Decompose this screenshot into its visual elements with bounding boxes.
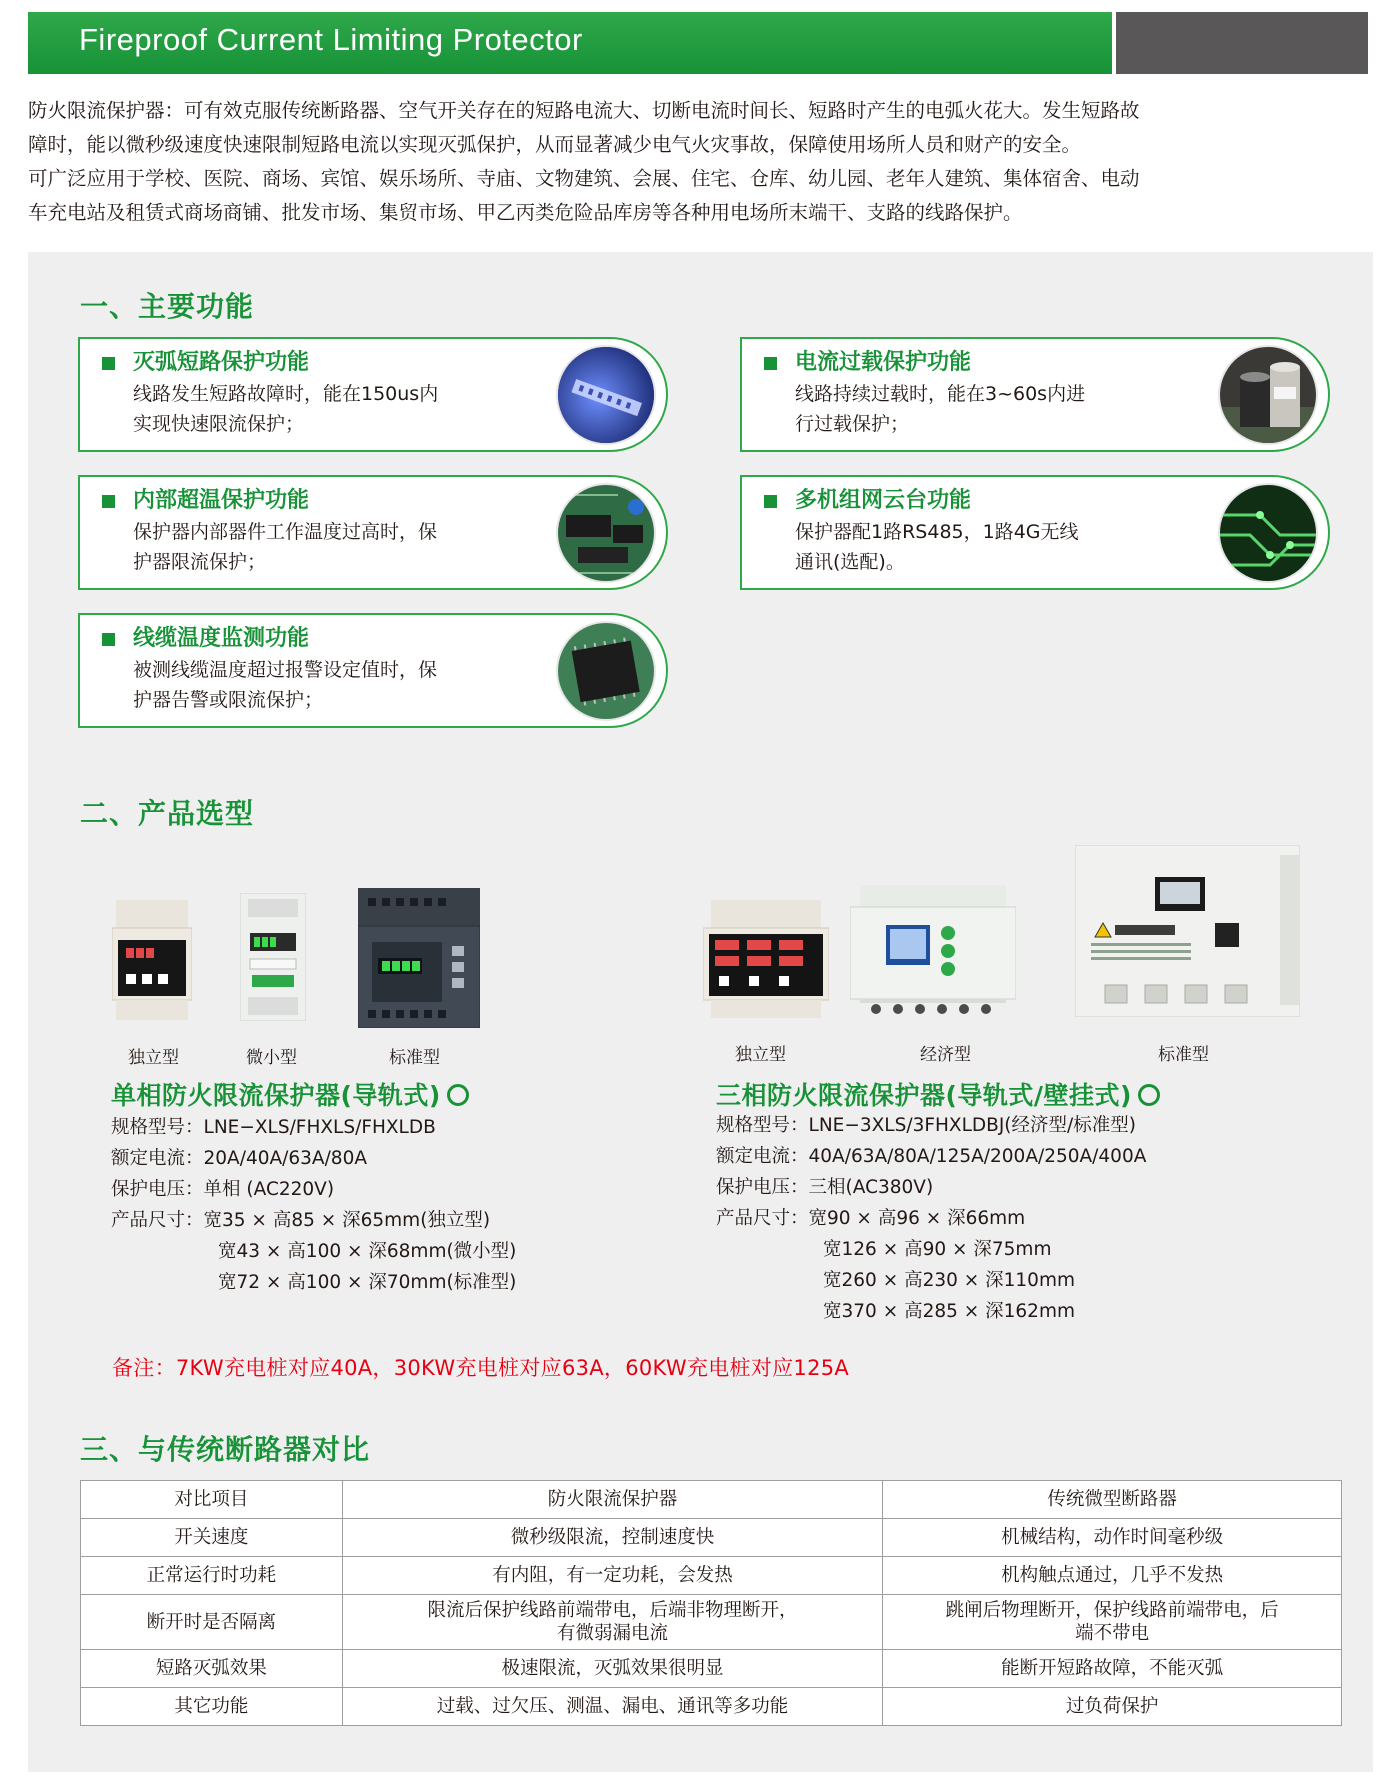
feature-card — [78, 475, 668, 590]
table-row — [81, 1557, 1342, 1595]
table-header-cell: 防火限流保护器 — [342, 1481, 883, 1519]
pcb-traces-icon — [1218, 483, 1318, 583]
header-gray-block — [1116, 12, 1368, 74]
table-cell: 机械结构，动作时间毫秒级 — [883, 1519, 1342, 1557]
feature-card — [78, 337, 668, 452]
table-row — [81, 1688, 1342, 1726]
device-independent-three-image — [703, 900, 829, 1018]
device-standard-single-image — [358, 888, 480, 1028]
section-title-compare: 三、与传统断路器对比 — [80, 1433, 371, 1466]
table-cell: 有内阻，有一定功耗，会发热 — [342, 1557, 883, 1595]
bullet-square-icon — [102, 633, 115, 646]
comparison-table — [80, 1480, 1342, 1726]
three-phase-title: 三相防火限流保护器(导轨式/壁挂式) — [716, 1076, 1160, 1112]
table-cell: 正常运行时功耗 — [81, 1557, 343, 1595]
section-title-features: 一、主要功能 — [80, 290, 255, 323]
product-label: 经济型 — [920, 1045, 971, 1065]
intro-line: 障时，能以微秒级速度快速限制短路电流以实现灭弧保护，从而显著减少电气火灾事故，保障使用场所人员和财产的安全。 — [28, 133, 1082, 156]
section-title-selection: 二、产品选型 — [80, 797, 255, 830]
charging-pile-note: 备注：7KW充电桩对应40A，30KW充电桩对应63A，60KW充电桩对应125A — [112, 1356, 850, 1380]
table-cell: 限流后保护线路前端带电，后端非物理断开，有微弱漏电流 — [342, 1595, 883, 1650]
feature-card — [740, 337, 1330, 452]
feature-title: 电流过载保护功能 — [795, 350, 972, 375]
product-label: 微小型 — [246, 1048, 297, 1068]
device-standard-three-image — [1075, 845, 1300, 1017]
single-phase-plug-icon — [447, 1084, 469, 1106]
single-phase-specs: 规格型号：LNE−XLS/FHXLS/FHXLDB 额定电流：20A/40A/63A/80A 保护电压：单相 (AC220V) 产品尺寸：宽35 × 高85 × 深65mm(独立型) 宽43 × 高100 × 深68mm(微小型) 宽72 × 高100 × 深70mm(标准型) — [111, 1117, 517, 1293]
header-green-band — [28, 12, 1112, 74]
intro-paragraph — [28, 94, 1373, 230]
bullet-square-icon — [102, 357, 115, 370]
intro-line: 车充电站及租赁式商场商铺、批发市场、集贸市场、甲乙丙类危险品库房等各种用电场所末端干、支路的线路保护。 — [28, 201, 1023, 224]
feature-desc: 线路发生短路故障时，能在150us内 实现快速限流保护； — [133, 383, 439, 435]
product-label: 标准型 — [389, 1048, 440, 1068]
bullet-square-icon — [102, 495, 115, 508]
three-phase-plug-icon — [1138, 1084, 1160, 1106]
feature-desc: 被测线缆温度超过报警设定值时，保 护器告警或限流保护； — [133, 659, 438, 711]
table-cell: 微秒级限流，控制速度快 — [342, 1519, 883, 1557]
feature-desc: 线路持续过载时，能在3~60s内进 行过载保护； — [795, 383, 1086, 435]
capacitor-icon — [1218, 345, 1318, 445]
feature-title: 多机组网云台功能 — [795, 488, 972, 513]
table-cell: 能断开短路故障，不能灭弧 — [883, 1650, 1342, 1688]
feature-card — [740, 475, 1330, 590]
chip-icon — [556, 621, 656, 721]
device-independent-single-image — [112, 900, 192, 1020]
table-header-cell: 对比项目 — [81, 1481, 343, 1519]
bullet-square-icon — [764, 357, 777, 370]
table-cell: 开关速度 — [81, 1519, 343, 1557]
feature-desc: 保护器内部器件工作温度过高时，保 护器限流保护； — [133, 521, 438, 573]
table-cell: 短路灭弧效果 — [81, 1650, 343, 1688]
device-economic-three-image — [850, 885, 1016, 1025]
feature-title: 线缆温度监测功能 — [133, 626, 310, 651]
table-row — [81, 1519, 1342, 1557]
header-bar — [28, 12, 1368, 74]
table-cell: 机构触点通过，几乎不发热 — [883, 1557, 1342, 1595]
circuit-board-icon — [556, 345, 656, 445]
product-label: 独立型 — [128, 1048, 179, 1068]
table-row — [81, 1595, 1342, 1650]
table-header-cell: 传统微型断路器 — [883, 1481, 1342, 1519]
table-cell: 断开时是否隔离 — [81, 1595, 343, 1650]
feature-title: 内部超温保护功能 — [133, 488, 310, 513]
feature-desc: 保护器配1路RS485，1路4G无线 通讯(选配)。 — [795, 521, 1079, 573]
table-cell: 其它功能 — [81, 1688, 343, 1726]
table-row — [81, 1650, 1342, 1688]
table-header-row — [81, 1481, 1342, 1519]
intro-line: 可广泛应用于学校、医院、商场、宾馆、娱乐场所、寺庙、文物建筑、会展、住宅、仓库、幼儿园、老年人建筑、集体宿舍、电动 — [28, 167, 1140, 190]
device-mini-single-image — [240, 893, 306, 1021]
three-phase-specs: 规格型号：LNE−3XLS/3FHXLDBJ(经济型/标准型) 额定电流：40A/63A/80A/125A/200A/250A/400A 保护电压：三相(AC380V) 产品尺寸：宽90 × 高96 × 深66mm 宽126 × 高90 × 深75mm 宽260 × 高230 × 深110mm 宽370 × 高285 × 深162mm — [716, 1115, 1147, 1322]
product-label: 独立型 — [735, 1045, 786, 1065]
bullet-square-icon — [764, 495, 777, 508]
product-label: 标准型 — [1158, 1045, 1209, 1065]
feature-title: 灭弧短路保护功能 — [133, 350, 310, 375]
table-cell: 过载、过欠压、测温、漏电、通讯等多功能 — [342, 1688, 883, 1726]
circuit-board-icon — [556, 483, 656, 583]
page-title: Fireproof Current Limiting Protector — [79, 22, 583, 57]
table-cell: 过负荷保护 — [883, 1688, 1342, 1726]
feature-card — [78, 613, 668, 728]
single-phase-title: 单相防火限流保护器(导轨式) — [111, 1076, 469, 1112]
table-cell: 极速限流，灭弧效果很明显 — [342, 1650, 883, 1688]
intro-line: 防火限流保护器：可有效克服传统断路器、空气开关存在的短路电流大、切断电流时间长、短路时产生的电弧火花大。发生短路故 — [28, 99, 1140, 122]
table-cell: 跳闸后物理断开，保护线路前端带电，后端不带电 — [883, 1595, 1342, 1650]
